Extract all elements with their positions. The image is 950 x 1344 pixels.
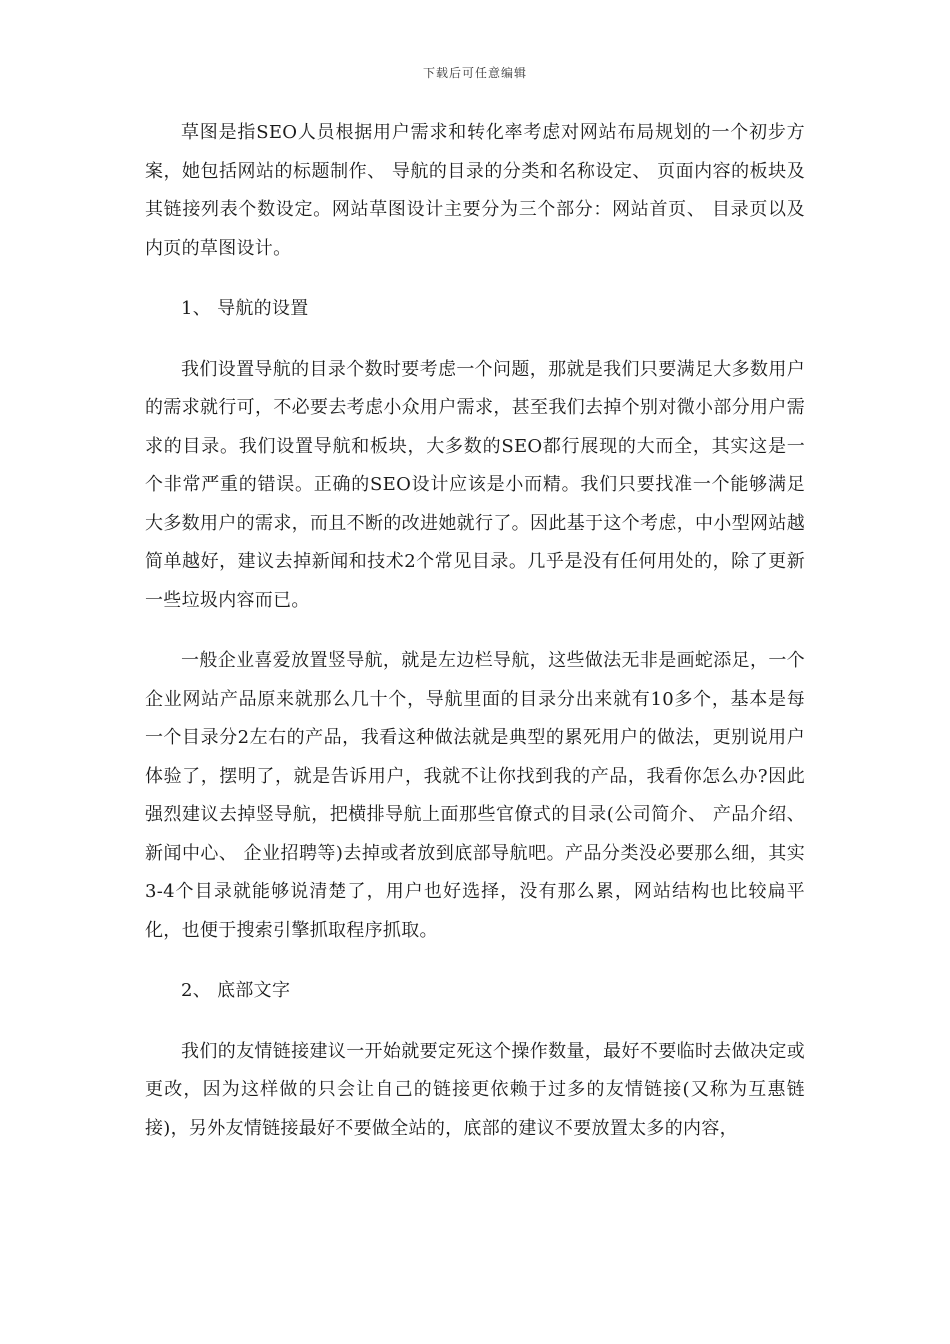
spacer — [145, 1011, 805, 1033]
document-body — [145, 114, 805, 1148]
paragraph-navigation-2: 一般企业喜爱放置竖导航，就是左边栏导航，这些做法无非是画蛇添足，一个企业网站产品原来就那么几十个，导航里面的目录分出来就有10多个，基本是每一个目录分2左右的产品，我看这种做法就是典型的累死用户的做法，更别说用户体验了，摆明了，就是告诉用户，我就不让你找到我的产品，我看你怎么办?因此强烈建议去掉竖导航，把横排导航上面那些官僚式的目录(公司简介、 产品介绍、 新闻中心、 企业招聘等)去掉或者放到底部导航吧。产品分类没必要那么细，其实3-4个目录就能够说清楚了，用户也好选择，没有那么累，网站结构也比较扁平化，也便于搜索引擎抓取程序抓取。 — [145, 650, 805, 941]
header-note: 下载后可任意编辑 — [422, 66, 527, 80]
spacer — [145, 329, 805, 351]
spacer — [145, 268, 805, 290]
paragraph-footer-text: 我们的友情链接建议一开始就要定死这个操作数量，最好不要临时去做决定或更改，因为这样做的只会让自己的链接更依赖于过多的友情链接(又称为互惠链接)，另外友情链接最好不要做全站的，底部的建议不要放置太多的内容， — [145, 1040, 805, 1139]
section-heading-navigation: 1、 导航的设置 — [181, 298, 309, 319]
spacer — [145, 620, 805, 642]
paragraph-navigation-1: 我们设置导航的目录个数时要考虑一个问题，那就是我们只要满足大多数用户的需求就行可，不必要去考虑小众用户需求，甚至我们去掉个别对微小部分用户需求的目录。我们设置导航和板块，大多数的SEO都行展现的大而全，其实这是一个非常严重的错误。正确的SEO设计应该是小而精。我们只要找准一个能够满足大多数用户的需求，而且不断的改进她就行了。因此基于这个考虑，中小型网站越简单越好，建议去掉新闻和技术2个常见目录。几乎是没有任何用处的，除了更新一些垃圾内容而已。 — [145, 358, 805, 611]
paragraph-intro: 草图是指SEO人员根据用户需求和转化率考虑对网站布局规划的一个初步方案，她包括网站的标题制作、 导航的目录的分类和名称设定、 页面内容的板块及其链接列表个数设定。网站草图设计主要分为三个部分：网站首页、 目录页以及内页的草图设计。 — [145, 122, 805, 259]
section-heading-footer-text: 2、 底部文字 — [181, 980, 291, 1001]
spacer — [145, 950, 805, 972]
